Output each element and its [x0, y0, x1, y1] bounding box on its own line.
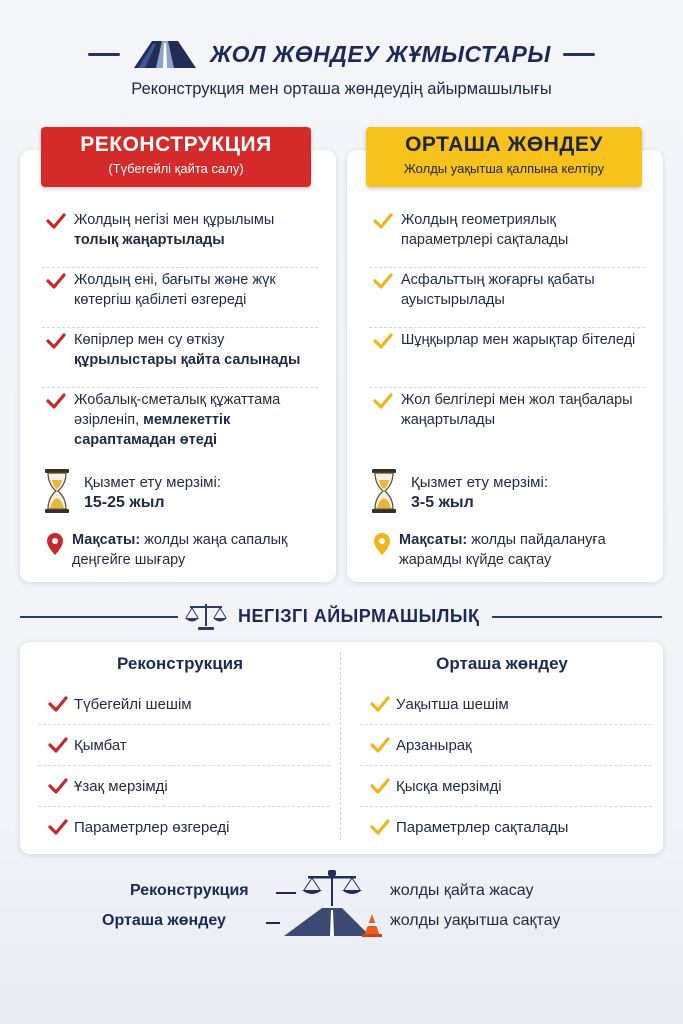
reconstruction-title: РЕКОНСТРУКЦИЯ [80, 133, 272, 156]
item-text: Жолдың негізі мен құрылымы [74, 212, 275, 228]
footer-reconstruction-label: Реконструкция [130, 882, 249, 899]
scales-icon [182, 600, 230, 632]
item-text: Жолдың ені, бағыты және жүк көтергіш қабілеті өзгереді [74, 272, 276, 308]
check-icon [370, 777, 390, 795]
divider [492, 616, 662, 618]
goal-text: жолды жаңа сапалық деңгейге шығару [72, 532, 288, 568]
goal-label: Мақсаты: [399, 532, 468, 548]
goal-label: Мақсаты: [72, 532, 141, 548]
medium-repair-banner [366, 127, 642, 187]
main-difference-title: НЕГІЗГІ АЙЫРМАШЫЛЫҚ [238, 606, 480, 626]
column-header: Реконструкция [116, 654, 244, 673]
column-header: Орташа жөндеу [436, 654, 568, 673]
reconstruction-banner [41, 127, 311, 187]
check-icon [46, 272, 66, 290]
page-title: ЖОЛ ЖӨНДЕУ ЖҰМЫСТАРЫ [210, 40, 551, 67]
list-item [347, 388, 663, 450]
road-logo-icon [132, 39, 198, 69]
check-icon [46, 212, 66, 230]
reconstruction-list [20, 208, 336, 450]
list-item [20, 328, 336, 388]
row-text: Түбегейлі шешім [74, 696, 192, 713]
item-text-bold: мемлекеттік сараптамадан өтеді [74, 412, 231, 448]
page-subtitle: Реконструкция мен орташа жөндеудің айырмашылығы [131, 80, 552, 98]
item-text: Жобалық-сметалық құжаттама әзірленіп, [74, 392, 281, 428]
list-item [347, 328, 663, 388]
row-text: Қысқа мерзімді [396, 778, 502, 795]
title-dash-left [88, 53, 120, 56]
list-item [347, 268, 663, 328]
footer-reconstruction-text: жолды қайта жасау [390, 882, 534, 899]
item-text: Жолдың геометриялық параметрлері сақталады [401, 212, 569, 248]
row-text: Параметрлер өзгереді [74, 819, 230, 836]
comparison-table [20, 642, 663, 854]
check-icon [370, 695, 390, 713]
medium-repair-list [347, 208, 663, 450]
item-text-bold: құрылыстары қайта салынады [74, 352, 301, 368]
service-life-label: Қызмет ету мерзімі: [411, 474, 548, 491]
table-row [342, 725, 662, 766]
footer-medium-repair-label: Орташа жөндеу [102, 912, 226, 929]
row-text: Уақытша шешім [396, 696, 509, 713]
service-life [347, 468, 663, 516]
page-header [0, 32, 683, 76]
medium-repair-title: ОРТАША ЖӨНДЕУ [405, 133, 603, 156]
item-text-bold: толық жаңартылады [74, 232, 225, 248]
title-dash-right [563, 53, 595, 56]
check-icon [373, 392, 393, 410]
reconstruction-card [20, 150, 336, 582]
hourglass-icon [371, 468, 397, 514]
row-text: Арзанырақ [396, 737, 472, 754]
check-icon [48, 777, 68, 795]
footer-summary [0, 868, 683, 948]
table-row [342, 766, 662, 807]
item-text: Шұңқырлар мен жарықтар бітеледі [401, 332, 636, 348]
table-row [20, 807, 340, 848]
item-text: Көпірлер мен су өткізу [74, 332, 225, 348]
medium-repair-card [347, 150, 663, 582]
table-row [342, 684, 662, 725]
check-icon [48, 818, 68, 836]
service-life-value: 3-5 жыл [411, 494, 474, 511]
goal-text: жолды пайдалануға жарамды күйде сақтау [399, 532, 606, 568]
check-icon [370, 818, 390, 836]
check-icon [373, 332, 393, 350]
check-icon [48, 736, 68, 754]
check-icon [46, 332, 66, 350]
check-icon [46, 392, 66, 410]
comparison-column-reconstruction [20, 642, 340, 848]
footer-medium-repair-text: жолды уақытша сақтау [390, 912, 561, 929]
table-row [20, 766, 340, 807]
row-text: Параметрлер сақталады [396, 819, 569, 836]
table-row [20, 684, 340, 725]
service-life-label: Қызмет ету мерзімі: [84, 474, 221, 491]
check-icon [373, 212, 393, 230]
list-item [20, 388, 336, 450]
item-text: Жол белгілері мен жол таңбалары жаңартылады [401, 392, 633, 428]
scales-road-emblem-icon [278, 868, 386, 940]
check-icon [370, 736, 390, 754]
list-item [347, 208, 663, 268]
hourglass-icon [44, 468, 70, 514]
divider [20, 616, 178, 618]
item-text: Асфальттың жоғарғы қабаты ауыстырылады [401, 272, 595, 308]
check-icon [373, 272, 393, 290]
location-pin-icon [373, 532, 391, 556]
reconstruction-subtitle: (Түбегейлі қайта салу) [108, 161, 244, 176]
list-item [20, 268, 336, 328]
check-icon [48, 695, 68, 713]
service-life [20, 468, 336, 516]
comparison-column-medium-repair [342, 642, 662, 848]
list-item [20, 208, 336, 268]
medium-repair-subtitle: Жолды уақытша қалпына келтіру [403, 161, 605, 176]
main-difference-heading [0, 600, 683, 634]
table-row [342, 807, 662, 848]
table-row [20, 725, 340, 766]
service-life-value: 15-25 жыл [84, 494, 165, 511]
row-text: Ұзақ мерзімді [74, 778, 168, 795]
row-text: Қымбат [74, 737, 127, 754]
location-pin-icon [46, 532, 64, 556]
